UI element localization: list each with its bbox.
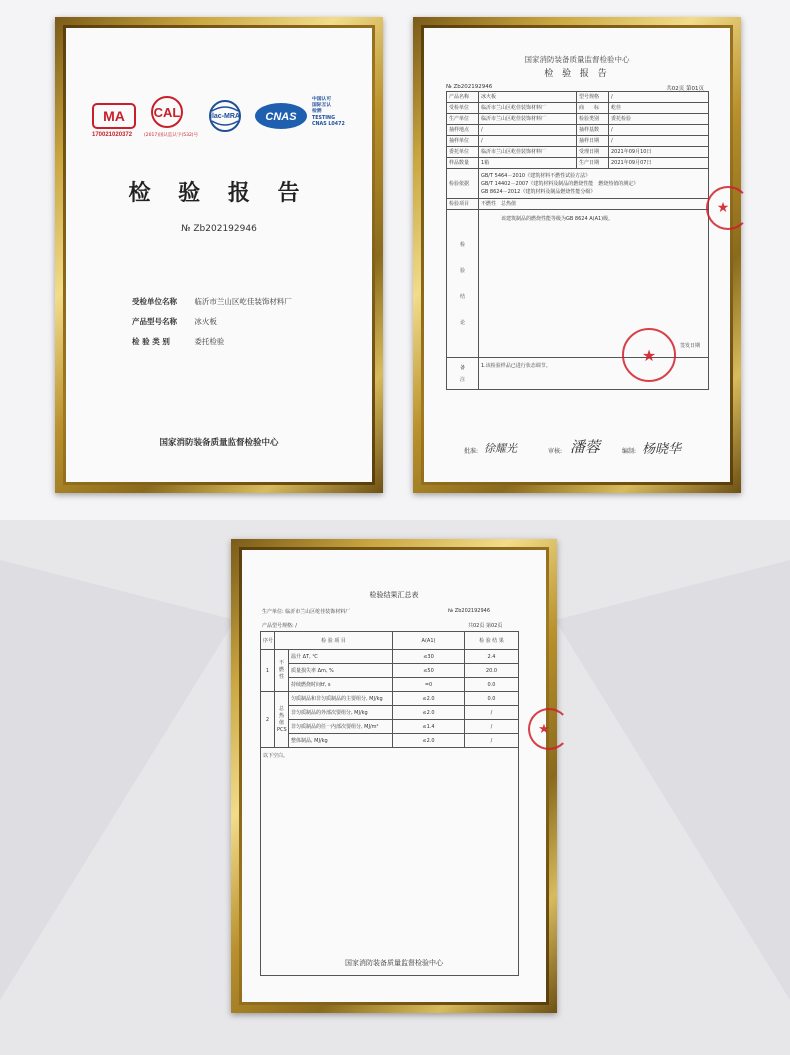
conclusion-cell xyxy=(479,210,709,358)
cover-page xyxy=(66,28,372,482)
item-name: 整体制品, MJ/kg xyxy=(289,734,393,748)
item-result: / xyxy=(465,734,519,748)
report-title: 检 验 报 告 xyxy=(544,69,610,79)
review-signature: 潘蓉 xyxy=(570,438,601,456)
label-char: 验 xyxy=(459,267,465,274)
cell-key: 抽样日期 xyxy=(577,136,609,147)
field-value: 临沂市兰山区屹佳装饰材料厂 xyxy=(194,297,292,306)
summary-title: 检验结果汇总表 xyxy=(369,591,419,599)
cell-value: 1箱 xyxy=(479,158,577,169)
svg-text:MA: MA xyxy=(103,108,125,124)
background-decor-right xyxy=(555,560,790,1000)
table-row xyxy=(447,125,709,136)
cover-field-product xyxy=(132,316,217,327)
group-number: 2 xyxy=(261,692,275,748)
group-name: 不燃性 xyxy=(275,650,289,692)
table-row-basis xyxy=(447,169,709,199)
model-line: 产品型号规格: / xyxy=(262,623,297,629)
item-name: 持续燃烧时间tf, s xyxy=(289,678,393,692)
cover-field-category xyxy=(132,336,224,347)
svg-text:CAL: CAL xyxy=(153,105,181,120)
summary-certificate-frame xyxy=(231,539,557,1013)
cell-value: 冰火板 xyxy=(479,92,577,103)
cell-value: / xyxy=(479,125,577,136)
basis-cell xyxy=(479,169,709,199)
issue-date-label: 签发日期 xyxy=(679,343,700,349)
cell-value: / xyxy=(479,136,577,147)
item-name: 非匀质制品的外部次要组分, MJ/kg xyxy=(289,706,393,720)
cell-key: 检验项目 xyxy=(447,199,479,210)
item-requirement: ≤30 xyxy=(393,650,465,664)
cell-key: 委托单位 xyxy=(447,147,479,158)
cell-key: 抽样基数 xyxy=(577,125,609,136)
cell-value: 委托检验 xyxy=(609,114,709,125)
cma-code: 170021020372 xyxy=(92,132,133,138)
cal-code: (2017)国认监认字(532)号 xyxy=(144,133,199,138)
cell-key: 抽样地点 xyxy=(447,125,479,136)
field-value: 委托检验 xyxy=(194,337,225,346)
item-requirement: ≤2.0 xyxy=(393,706,465,720)
cell-key: 商 标 xyxy=(577,103,609,114)
basis-line: GB 8624－2012《建筑材料及制品燃烧性能分级》 xyxy=(481,188,596,195)
cover-certificate-frame xyxy=(55,17,383,493)
accreditation-logos xyxy=(92,95,382,141)
cell-key: 生产单位 xyxy=(447,114,479,125)
star-icon: ★ xyxy=(716,200,730,216)
cnas-line: 检测 xyxy=(312,109,322,115)
summary-page xyxy=(242,550,550,1002)
cell-value: / xyxy=(609,125,709,136)
cnas-caption xyxy=(312,97,345,128)
ilac-mra-logo xyxy=(200,99,250,133)
table-row xyxy=(447,158,709,169)
cell-value: 2021年09月10日 xyxy=(609,147,709,158)
header-cell: 序号 xyxy=(261,632,275,650)
item-result: 0.0 xyxy=(465,678,519,692)
table-row xyxy=(261,734,519,748)
table-row xyxy=(261,706,519,720)
table-row xyxy=(261,678,519,692)
official-seal-icon xyxy=(706,186,750,230)
cell-key: 抽样单位 xyxy=(447,136,479,147)
review-label: 审核: xyxy=(548,448,563,455)
cell-key: 生产日期 xyxy=(577,158,609,169)
official-seal-icon xyxy=(528,708,570,750)
cell-value: / xyxy=(609,92,709,103)
item-name: 质量损失率 Δm, % xyxy=(289,664,393,678)
summary-results-table xyxy=(260,631,519,976)
cell-value: 不燃性 总热值 xyxy=(479,199,709,210)
item-result: 0.0 xyxy=(465,692,519,706)
label-char: 注 xyxy=(459,376,465,383)
field-key: 检 验 类 别 xyxy=(132,337,170,346)
header-cell: 检 验 项 目 xyxy=(275,632,393,650)
cell-value: 临沂市兰山区屹佳装饰材料厂 xyxy=(479,103,577,114)
table-row xyxy=(447,114,709,125)
cell-value: 2021年09月07日 xyxy=(609,158,709,169)
table-row xyxy=(447,136,709,147)
report-certificate-frame xyxy=(413,17,741,493)
cover-title: 检 验 报 告 xyxy=(128,181,310,206)
cell-value: / xyxy=(609,136,709,147)
basis-line: GB/T 14402－2007《建筑材料及制品的燃烧性能 燃烧热值的测定》 xyxy=(481,180,639,187)
summary-page-count: 共02页 第02页 xyxy=(468,623,503,629)
item-result: 20.0 xyxy=(465,664,519,678)
item-requirement: =0 xyxy=(393,678,465,692)
approve-signature: 徐耀光 xyxy=(484,442,517,455)
header-cell: A(A1) xyxy=(393,632,465,650)
item-requirement: ≤2.0 xyxy=(393,692,465,706)
svg-text:CNAS: CNAS xyxy=(265,111,297,123)
edit-signature: 杨晓华 xyxy=(642,442,682,457)
group-name: 总热值PCS xyxy=(275,692,289,748)
cell-value: 临沂市兰山区屹佳装饰材料厂 xyxy=(479,147,577,158)
conclusion-label xyxy=(447,210,479,358)
table-row xyxy=(447,147,709,158)
group-number: 1 xyxy=(261,650,275,692)
cal-logo xyxy=(142,95,192,131)
approve-label: 批准: xyxy=(464,448,479,455)
item-result: 2.4 xyxy=(465,650,519,664)
item-name: 非匀质制品的任一内部次要组分, MJ/m² xyxy=(289,720,393,734)
table-row xyxy=(261,720,519,734)
table-row xyxy=(447,92,709,103)
label-char: 备 xyxy=(459,364,465,371)
conclusion-text: 该建筑制品的燃烧性能等级为GB 8624 A(A1)级。 xyxy=(501,216,614,222)
summary-report-number: № Zb202192946 xyxy=(448,608,491,614)
background-decor-left xyxy=(0,560,235,1000)
cell-key: 检验依据 xyxy=(447,169,479,199)
remark-text: 1.该检验样品已进行状态调节。 xyxy=(479,358,709,390)
field-key: 受检单位名称 xyxy=(132,297,177,306)
cell-key: 受理日期 xyxy=(577,147,609,158)
table-row-blank xyxy=(261,748,519,976)
field-value: 冰火板 xyxy=(194,317,217,326)
cell-key: 检验类别 xyxy=(577,114,609,125)
cell-key: 样品数量 xyxy=(447,158,479,169)
label-char: 论 xyxy=(459,319,465,326)
item-name: 温升 ΔT, ℃ xyxy=(289,650,393,664)
table-row xyxy=(261,664,519,678)
official-seal-icon xyxy=(622,328,676,382)
summary-issuing-organization: 国家消防装备质量监督检验中心 xyxy=(345,959,443,967)
basis-line: GB/T 5464－2010《建筑材料不燃性试验方法》 xyxy=(481,172,591,179)
star-icon: ★ xyxy=(641,345,657,365)
producer-line: 生产单位: 临沂市兰山区屹佳装饰材料厂 xyxy=(262,609,351,615)
cover-report-number: № Zb202192946 xyxy=(181,224,257,234)
table-row-conclusion xyxy=(447,210,709,358)
cnas-line: 国际互认 xyxy=(312,103,332,109)
item-requirement: ≤2.0 xyxy=(393,734,465,748)
report-organization: 国家消防装备质量监督检验中心 xyxy=(524,55,630,64)
edit-label: 编制: xyxy=(622,448,637,455)
table-header-row xyxy=(261,632,519,650)
cma-logo xyxy=(92,103,136,129)
remark-label xyxy=(447,358,479,390)
report-page xyxy=(424,28,730,482)
cell-key: 型号规格 xyxy=(577,92,609,103)
cnas-logo xyxy=(254,101,308,131)
table-row xyxy=(447,103,709,114)
blank-note: 以下空白。 xyxy=(261,748,519,976)
cnas-line: TESTING xyxy=(312,115,336,121)
cell-key: 受检单位 xyxy=(447,103,479,114)
header-cell: 检 验 结 果 xyxy=(465,632,519,650)
cnas-line: 中国认可 xyxy=(312,97,332,102)
item-requirement: ≤1.4 xyxy=(393,720,465,734)
item-requirement: ≤50 xyxy=(393,664,465,678)
field-key: 产品型号名称 xyxy=(132,317,177,326)
cell-key: 产品名称 xyxy=(447,92,479,103)
cell-value: 屹佳 xyxy=(609,103,709,114)
cnas-line: CNAS L0472 xyxy=(312,121,345,127)
cover-field-inspected-unit xyxy=(132,296,292,307)
star-icon: ★ xyxy=(538,721,550,737)
svg-text:ilac-MRA: ilac-MRA xyxy=(210,113,240,120)
item-result: / xyxy=(465,706,519,720)
report-number: № Zb202192946 xyxy=(446,84,493,90)
report-page-count: 共02页 第01页 xyxy=(666,86,704,92)
item-name: 匀质制品和非匀质制品的主要组分, MJ/kg xyxy=(289,692,393,706)
label-char: 检 xyxy=(459,241,465,248)
cover-issuing-organization: 国家消防装备质量监督检验中心 xyxy=(159,438,279,448)
item-result: / xyxy=(465,720,519,734)
label-char: 结 xyxy=(459,293,465,300)
table-row xyxy=(261,692,519,706)
cell-value: 临沂市兰山区屹佳装饰材料厂 xyxy=(479,114,577,125)
table-row xyxy=(261,650,519,664)
table-row-items xyxy=(447,199,709,210)
